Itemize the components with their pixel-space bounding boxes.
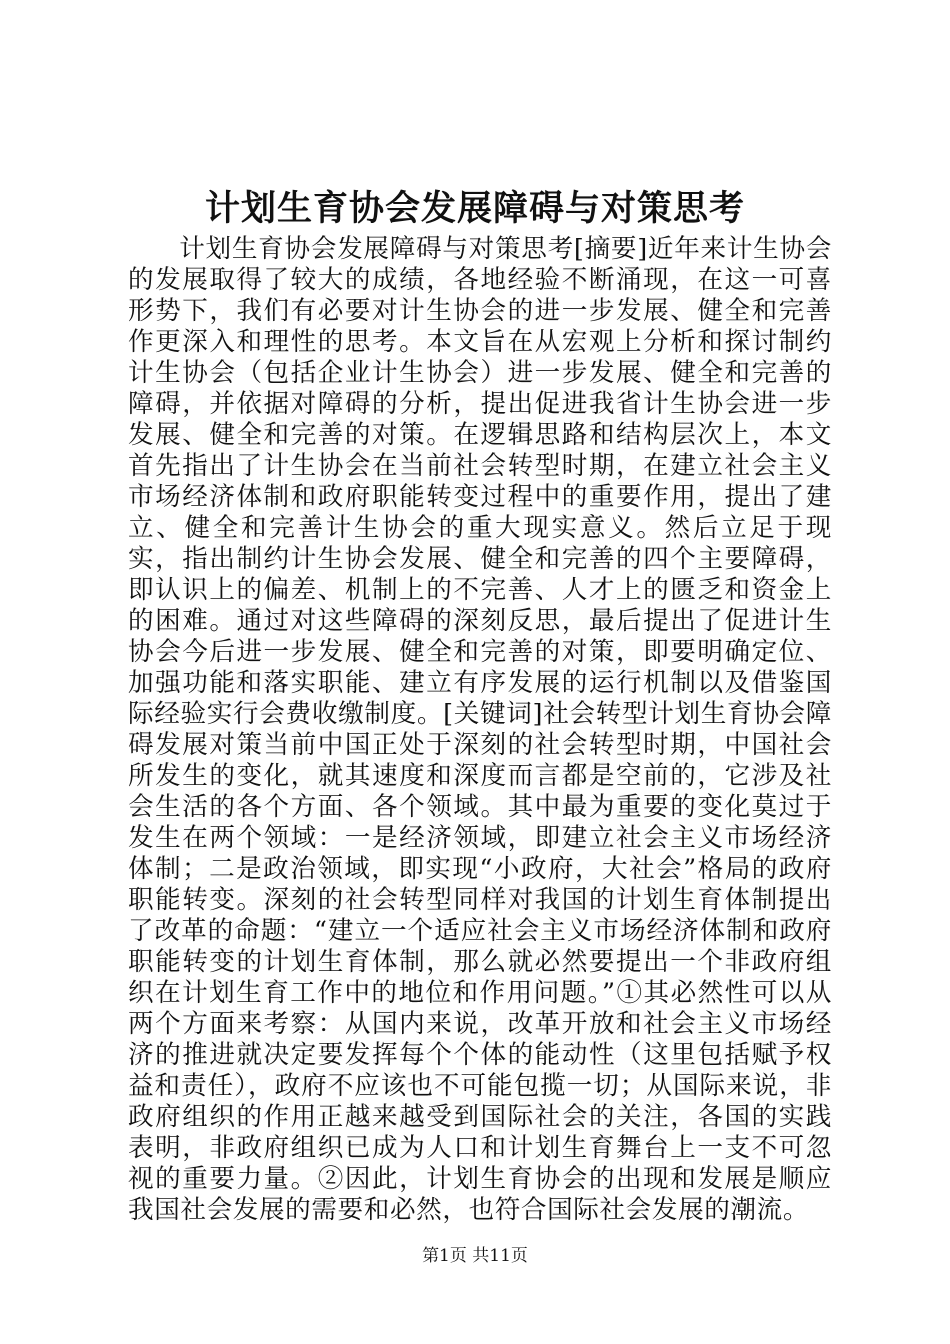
body-paragraph: 计划生育协会发展障碍与对策思考[摘要]近年来计生协会的发展取得了较大的成绩，各地经验不断涌现，在这一可喜形势下，我们有必要对计生协会的进一步发展、健全和完善作更深入和理性的思考。本文旨在从宏观上分析和探讨制约计生协会（包括企业计生协会）进一步发展、健全和完善的障碍，并依据对障碍的分析，提出促进我省计生协会进一步发展、健全和完善的对策。在逻辑思路和结构层次上，本文首先指出了计生协会在当前社会转型时期，在建立社会主义市场经济体制和政府职能转变过程中的重要作用，提出了建立、健全和完善计生协会的重大现实意义。然后立足于现实，指出制约计生协会发展、健全和完善的四个主要障碍，即认识上的偏差、机制上的不完善、人才上的匮乏和资金上的困难。通过对这些障碍的深刻反思，最后提出了促进计生协会今后进一步发展、健全和完善的对策，即要明确定位、加强功能和落实职能、建立有序发展的运行机制以及借鉴国际经验实行会费收缴制度。[关键词]社会转型计划生育协会障碍发展对策当前中国正处于深刻的社会转型时期，中国社会所发生的变化，就其速度和深度而言都是空前的，它涉及社会生活的各个方面、各个领域。其中最为重要的变化莫过于发生在两个领域：一是经济领域，即建立社会主义市场经济体制；二是政治领域，即实现“小政府，大社会”格局的政府职能转变。深刻的社会转型同样对我国的计划生育体制提出了改革的命题：“建立一个适应社会主义市场经济体制和政府职能转变的计划生育体制，那么就必然要提出一个非政府组织在计划生育工作中的地位和作用问题。”①其必然性可以从两个方面来考察：从国内来说，改革开放和社会主义市场经济的推进就决定要发挥每个个体的能动性（这里包括赋予权益和责任），政府不应该也不可能包揽一切；从国际来说，非政府组织的作用正越来越受到国际社会的关注，各国的实践表明，非政府组织已成为人口和计划生育舞台上一支不可忽视的重要力量。②因此，计划生育协会的出现和发展是顺应我国社会发展的需要和必然，也符合国际社会发展的潮流。 [128, 234, 832, 1225]
page-title: 计划生育协会发展障碍与对策思考 [204, 188, 745, 229]
page-footer: 第1页 共11页 [422, 1246, 528, 1266]
